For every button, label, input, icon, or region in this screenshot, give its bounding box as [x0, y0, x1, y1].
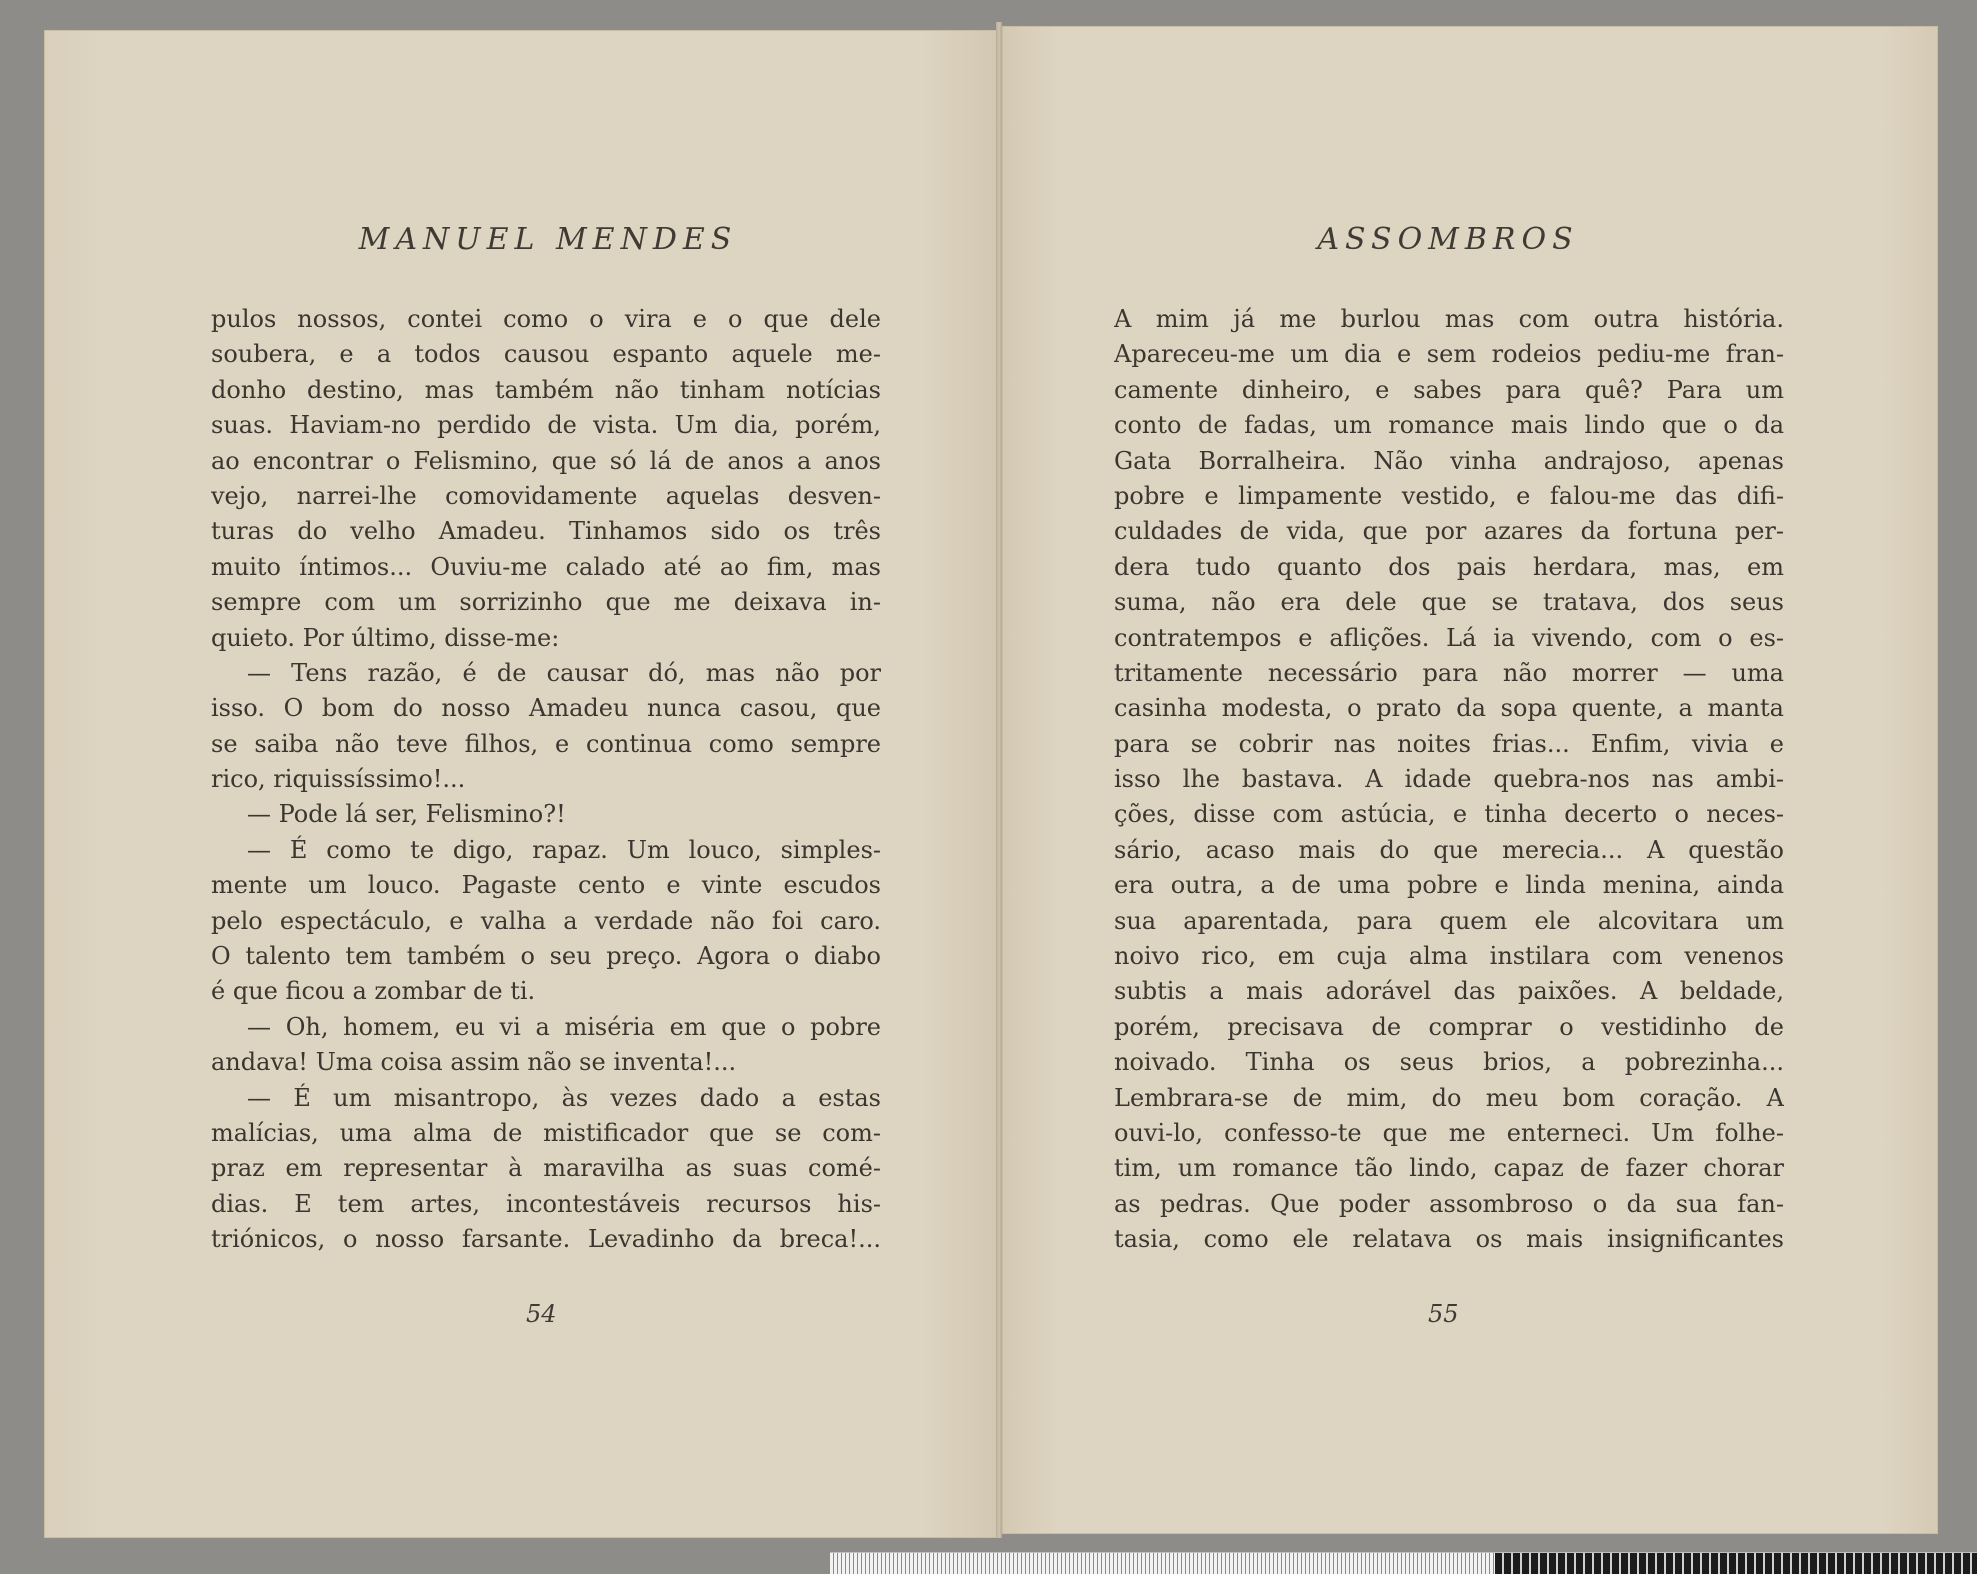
text-line: — Oh, homem, eu vi a miséria em que o pobre [247, 1012, 881, 1041]
text-line: isso. O bom do nosso Amadeu nunca casou, que [211, 694, 881, 723]
text-line: O talento tem também o seu preço. Agora o diabo [211, 942, 881, 971]
text-line: conto de fadas, um romance mais lindo que o da [1114, 411, 1784, 440]
text-line: — É como te digo, rapaz. Um louco, simples- [247, 835, 881, 864]
scale-ruler-dark-section [1495, 1553, 1977, 1574]
page-number-right: 55 [1428, 1300, 1459, 1328]
text-line: é que ficou a zombar de ti. [211, 977, 536, 1006]
text-line: pobre e limpamente vestido, e falou-me das difi- [1114, 481, 1784, 510]
text-line: noivado. Tinha os seus brios, a pobrezinha... [1114, 1048, 1784, 1077]
text-line: turas do velho Amadeu. Tinhamos sido os três [211, 517, 881, 546]
text-line: vejo, narrei-lhe comovidamente aquelas desven- [211, 481, 881, 510]
text-line: tritamente necessário para não morrer — uma [1114, 658, 1784, 687]
text-line: porém, precisava de comprar o vestidinho de [1114, 1012, 1784, 1041]
text-line: era outra, a de uma pobre e linda menina, ainda [1114, 871, 1784, 900]
text-line: soubera, e a todos causou espanto aquele me- [211, 340, 881, 369]
text-line: suas. Haviam-no perdido de vista. Um dia, porém, [211, 411, 881, 440]
text-line: triónicos, o nosso farsante. Levadinho da breca!... [211, 1225, 881, 1254]
left-page-body [211, 302, 881, 1258]
text-line: sempre com um sorrizinho que me deixava in- [211, 588, 881, 617]
text-line: ções, disse com astúcia, e tinha decerto o neces- [1114, 800, 1784, 829]
text-line: subtis a mais adorável das paixões. A beldade, [1114, 977, 1784, 1006]
text-line: sário, acaso mais do que merecia... A questão [1114, 835, 1784, 864]
text-line: sua aparentada, para quem ele alcovitara um [1114, 906, 1784, 935]
text-line: — É um misantropo, às vezes dado a estas [247, 1083, 881, 1112]
text-line: tasia, como ele relatava os mais insignificantes [1114, 1225, 1784, 1254]
text-line: dias. E tem artes, incontestáveis recursos his- [211, 1189, 881, 1218]
text-line: pelo espectáculo, e valha a verdade não foi caro. [211, 906, 881, 935]
text-line: contratempos e aflições. Lá ia vivendo, com o es- [1114, 623, 1784, 652]
text-line: noivo rico, em cuja alma instilara com venenos [1114, 942, 1784, 971]
running-header-title: ASSOMBROS [1317, 222, 1579, 257]
text-line: ao encontrar o Felismino, que só lá de anos a anos [211, 446, 881, 475]
text-line: suma, não era dele que se tratava, dos seus [1114, 588, 1784, 617]
right-page-body [1114, 302, 1784, 1258]
text-line: Gata Borralheira. Não vinha andrajoso, apenas [1114, 446, 1784, 475]
text-line: ouvi-lo, confesso-te que me enterneci. Um folhe- [1114, 1118, 1784, 1147]
text-line: quieto. Por último, disse-me: [211, 623, 560, 652]
text-line: — Tens razão, é de causar dó, mas não por [247, 658, 881, 687]
text-line: andava! Uma coisa assim não se inventa!... [211, 1048, 737, 1077]
text-line: pulos nossos, contei como o vira e o que dele [211, 305, 881, 333]
text-line: tim, um romance tão lindo, capaz de fazer chorar [1114, 1154, 1784, 1183]
text-line: A mim já me burlou mas com outra história. [1114, 305, 1784, 333]
text-line: mente um louco. Pagaste cento e vinte escudos [211, 871, 881, 900]
text-line: donho destino, mas também não tinham notícias [211, 375, 881, 404]
text-line: camente dinheiro, e sabes para quê? Para um [1114, 375, 1784, 404]
text-line: casinha modesta, o prato da sopa quente, a manta [1114, 694, 1784, 723]
text-line: malícias, uma alma de mistificador que se com- [211, 1118, 881, 1147]
text-line: Apareceu-me um dia e sem rodeios pediu-me fran- [1114, 340, 1784, 369]
text-line: culdades de vida, que por azares da fortuna per- [1114, 517, 1784, 546]
text-line: praz em representar à maravilha as suas comé- [211, 1154, 881, 1183]
text-line: Lembrara-se de mim, do meu bom coração. A [1114, 1083, 1784, 1112]
text-line: — Pode lá ser, Felismino?! [247, 800, 566, 829]
text-line: isso lhe bastava. A idade quebra-nos nas ambi- [1114, 765, 1784, 794]
running-header-author: MANUEL MENDES [358, 222, 738, 257]
text-line: se saiba não teve filhos, e continua como sempre [211, 729, 881, 758]
text-line: muito íntimos... Ouviu-me calado até ao fim, mas [211, 552, 881, 581]
text-line: para se cobrir nas noites frias... Enfim, vivia e [1114, 729, 1784, 758]
text-line: as pedras. Que poder assombroso o da sua fan- [1114, 1189, 1784, 1218]
text-line: dera tudo quanto dos pais herdara, mas, em [1114, 552, 1784, 581]
text-line: rico, riquissíssimo!... [211, 765, 466, 794]
page-number-left: 54 [526, 1300, 557, 1328]
